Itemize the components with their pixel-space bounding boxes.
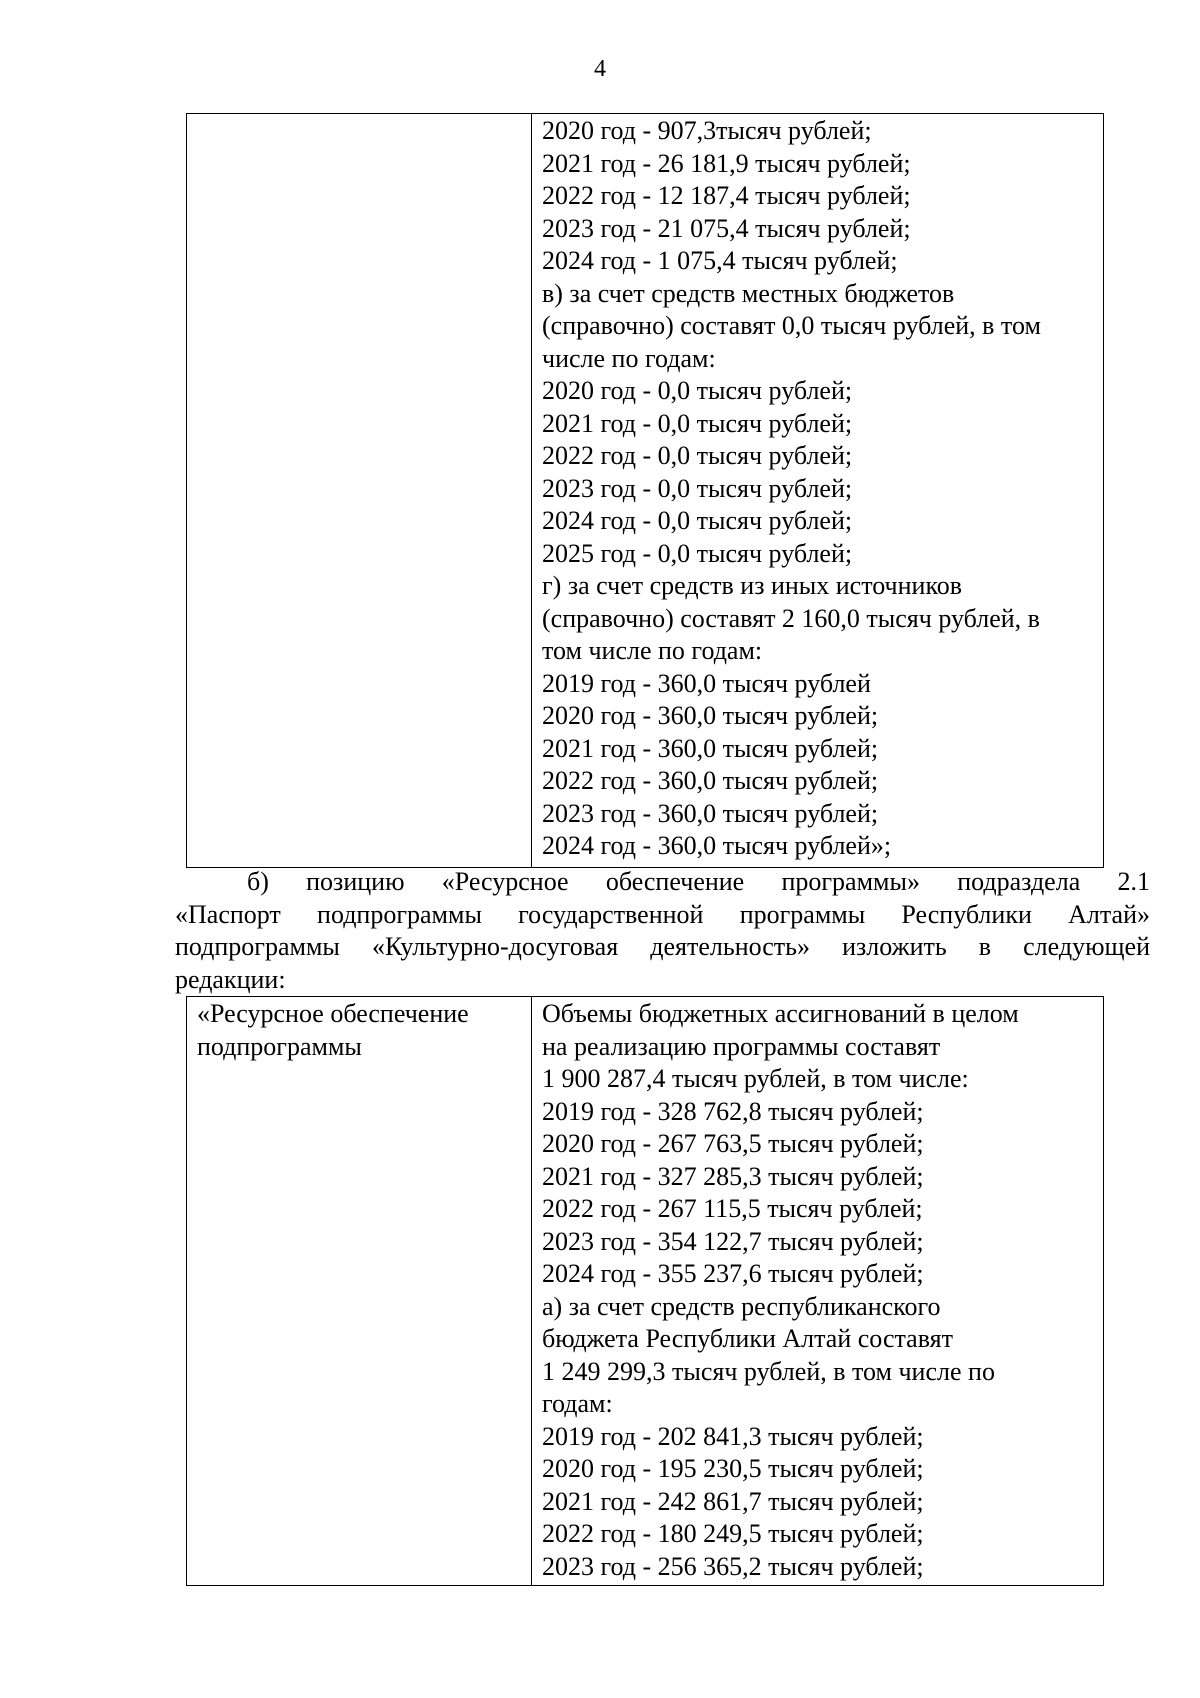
text-line: «Ресурсное обеспечение: [197, 999, 469, 1028]
text-line: Объемы бюджетных ассигнований в целом: [542, 999, 1019, 1028]
text-line: 2021 год - 327 285,3 тысяч рублей;: [542, 1161, 924, 1191]
table-cell-left: [187, 997, 532, 1586]
text-line: 2021 год - 0,0 тысяч рублей;: [542, 408, 853, 438]
text-line: г) за счет средств из иных источников: [542, 571, 963, 600]
text-line: числе по годам:: [542, 343, 716, 373]
text-line: 2025 год - 0,0 тысяч рублей;: [542, 538, 853, 568]
text-line: 2019 год - 360,0 тысяч рублей: [542, 668, 871, 698]
paragraph-line: б) позицию «Ресурсное обеспечение программы» подраздела 2.1: [247, 867, 1150, 896]
amendment-paragraph: [175, 866, 1150, 996]
text-line: 2020 год - 267 763,5 тысяч рублей;: [542, 1129, 924, 1158]
table-cell-right: [532, 997, 1104, 1586]
text-line: (справочно) составят 2 160,0 тысяч рублей, в: [542, 603, 1040, 633]
paragraph-line: подпрограммы «Культурно-досуговая деятельность» изложить в следующей: [175, 932, 1150, 961]
text-line: 2019 год - 202 841,3 тысяч рублей;: [542, 1421, 924, 1451]
text-line: в) за счет средств местных бюджетов: [542, 278, 955, 308]
text-line: 2020 год - 907,3тысяч рублей;: [542, 116, 872, 145]
text-line: 2024 год - 1 075,4 тысяч рублей;: [542, 246, 898, 275]
text-line: 2021 год - 26 181,9 тысяч рублей;: [542, 148, 911, 178]
text-line: а) за счет средств республиканского: [542, 1291, 941, 1321]
table-row: [187, 114, 1104, 868]
text-line: 2022 год - 360,0 тысяч рублей;: [542, 766, 879, 795]
text-line: 2022 год - 267 115,5 тысяч рублей;: [542, 1194, 923, 1223]
text-line: 1 900 287,4 тысяч рублей, в том числе:: [542, 1064, 969, 1093]
text-line: 2020 год - 195 230,5 тысяч рублей;: [542, 1454, 924, 1483]
resource-table-subprogram: [186, 996, 1104, 1586]
text-line: 2022 год - 180 249,5 тысяч рублей;: [542, 1519, 924, 1548]
text-line: 2023 год - 360,0 тысяч рублей;: [542, 798, 879, 828]
text-line: годам:: [542, 1389, 613, 1418]
text-line: бюджета Республики Алтай составят: [542, 1324, 953, 1353]
text-line: 2020 год - 360,0 тысяч рублей;: [542, 701, 879, 730]
text-line: (справочно) составят 0,0 тысяч рублей, в том: [542, 311, 1041, 340]
text-line: 2019 год - 328 762,8 тысяч рублей;: [542, 1096, 924, 1126]
text-line: 2021 год - 360,0 тысяч рублей;: [542, 733, 879, 763]
paragraph-line: «Паспорт подпрограммы государственной программы Республики Алтай»: [175, 899, 1150, 929]
table-cell-right: [532, 114, 1104, 868]
text-line: 2024 год - 360,0 тысяч рублей»;: [542, 831, 892, 860]
text-line: 2021 год - 242 861,7 тысяч рублей;: [542, 1486, 924, 1516]
text-line: 2020 год - 0,0 тысяч рублей;: [542, 376, 853, 405]
table-row: [187, 997, 1104, 1586]
text-line: 2023 год - 256 365,2 тысяч рублей;: [542, 1551, 924, 1581]
text-line: 2022 год - 0,0 тысяч рублей;: [542, 441, 853, 470]
page-number: 4: [594, 56, 606, 82]
paragraph-line: редакции:: [175, 964, 286, 994]
text-line: том числе по годам:: [542, 636, 763, 665]
table-cell-left-empty: [187, 114, 532, 868]
text-line: 2024 год - 0,0 тысяч рублей;: [542, 506, 853, 535]
text-line: 1 249 299,3 тысяч рублей, в том числе по: [542, 1356, 995, 1386]
text-line: 2023 год - 21 075,4 тысяч рублей;: [542, 213, 911, 243]
text-line: 2023 год - 0,0 тысяч рублей;: [542, 473, 853, 503]
text-line: 2023 год - 354 122,7 тысяч рублей;: [542, 1226, 924, 1256]
text-line: 2022 год - 12 187,4 тысяч рублей;: [542, 181, 911, 210]
text-line: подпрограммы: [197, 1031, 362, 1061]
text-line: 2024 год - 355 237,6 тысяч рублей;: [542, 1259, 924, 1288]
text-line: на реализацию программы составят: [542, 1031, 941, 1061]
resource-table-continuation: [186, 113, 1104, 868]
